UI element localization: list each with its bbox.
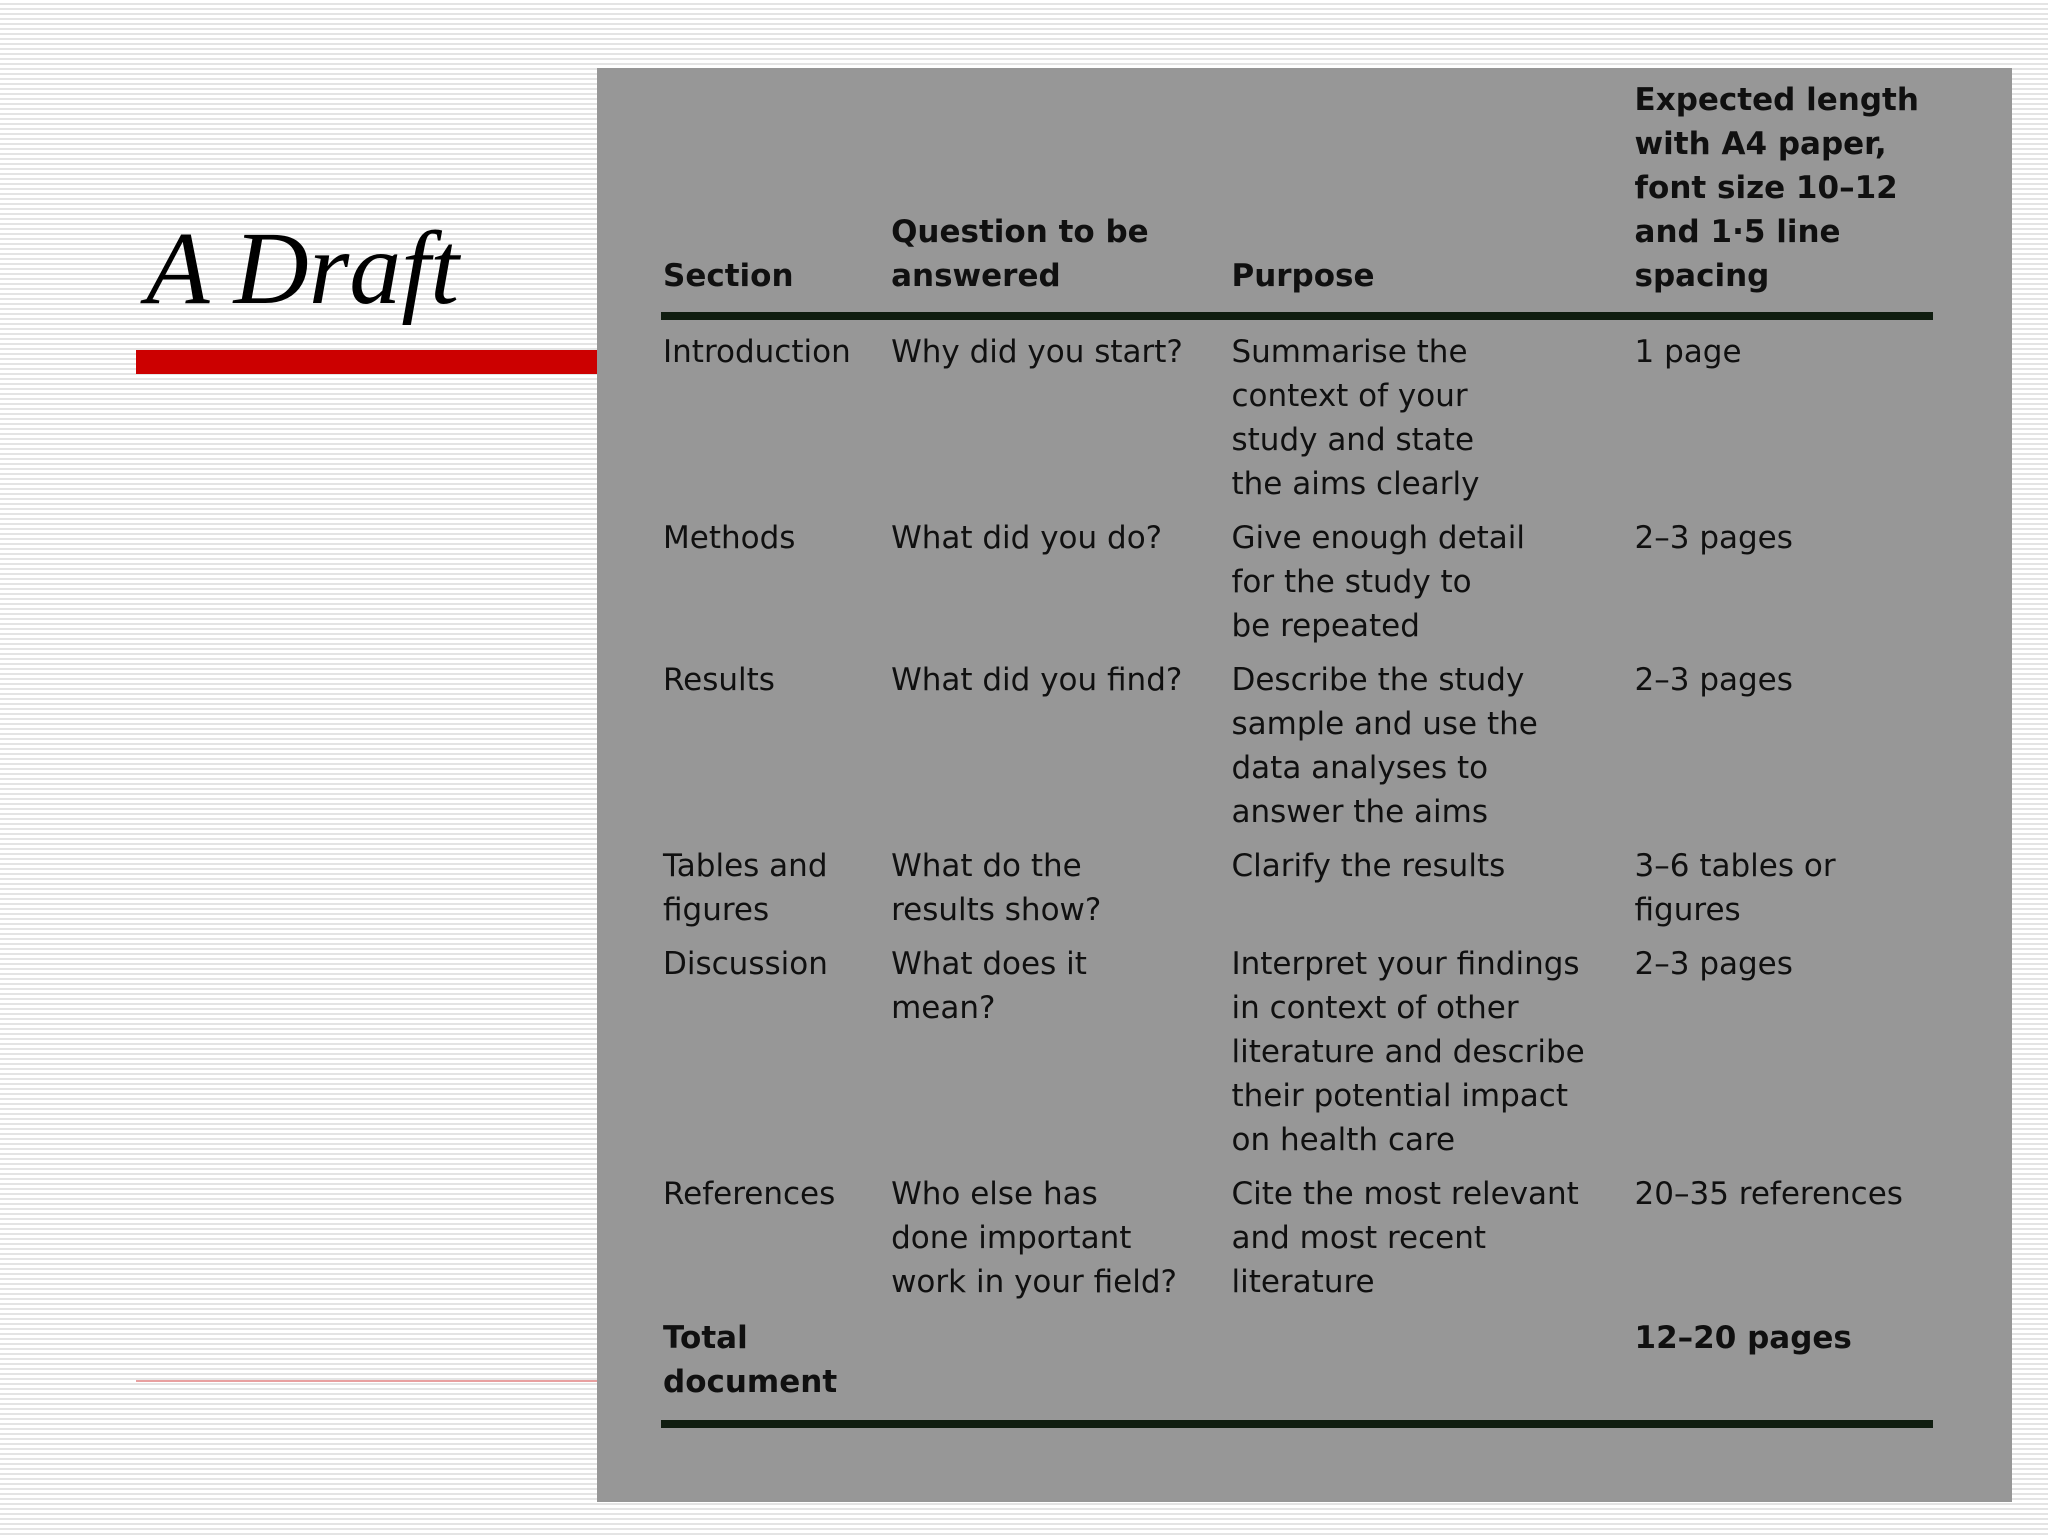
cell-section: Discussion [663,946,828,982]
cell-purpose: Give enough detail for the study to be repeated [1231,520,1526,644]
header-expected-length: Expected length with A4 paper, font size 10–12 and 1·5 line spacing [1633,78,1933,316]
table-row [661,834,1933,932]
cell-question: Who else has done important work in your field? [891,1176,1177,1300]
total-purpose-empty [1229,1304,1632,1424]
table-total-row [661,1304,1933,1424]
cell-purpose: Summarise the context of your study and state the aims clearly [1231,334,1480,502]
header-purpose: Purpose [1229,78,1632,316]
table-row [661,648,1933,834]
title-accent-bar [136,350,598,374]
cell-question: What did you find? [891,662,1183,698]
header-section: Section [661,78,889,316]
cell-length: 2–3 pages [1634,520,1793,556]
cell-purpose: Cite the most relevant and most recent literature [1231,1176,1579,1300]
cell-section: Methods [663,520,796,556]
slide-title: A Draft [146,211,460,326]
cell-section: References [663,1176,836,1212]
table-row [661,316,1933,506]
paper-structure-table [661,78,1933,1428]
total-length: 12–20 pages [1633,1304,1933,1424]
table-row [661,1162,1933,1304]
cell-length: 1 page [1634,334,1742,370]
cell-purpose: Clarify the results [1231,848,1506,884]
header-question: Question to be answered [889,78,1229,316]
cell-section: Introduction [663,334,851,370]
cell-length: 2–3 pages [1634,946,1793,982]
cell-question: What did you do? [891,520,1163,556]
total-label: Total document [661,1304,889,1424]
cell-section: Results [663,662,775,698]
cell-question: Why did you start? [891,334,1183,370]
cell-section: Tables and figures [663,848,828,928]
cell-length: 3–6 tables or figures [1634,848,1836,928]
table-row [661,506,1933,648]
table-row [661,932,1933,1162]
footer-divider [136,1380,598,1382]
cell-purpose: Interpret your findings in context of other literature and describe their potential impact on health care [1231,946,1585,1158]
table-header-row [661,78,1933,316]
cell-question: What does it mean? [891,946,1087,1026]
table-panel [597,68,2012,1502]
total-question-empty [889,1304,1229,1424]
cell-purpose: Describe the study sample and use the data analyses to answer the aims [1231,662,1538,830]
cell-length: 20–35 references [1634,1176,1903,1212]
cell-question: What do the results show? [891,848,1102,928]
cell-length: 2–3 pages [1634,662,1793,698]
